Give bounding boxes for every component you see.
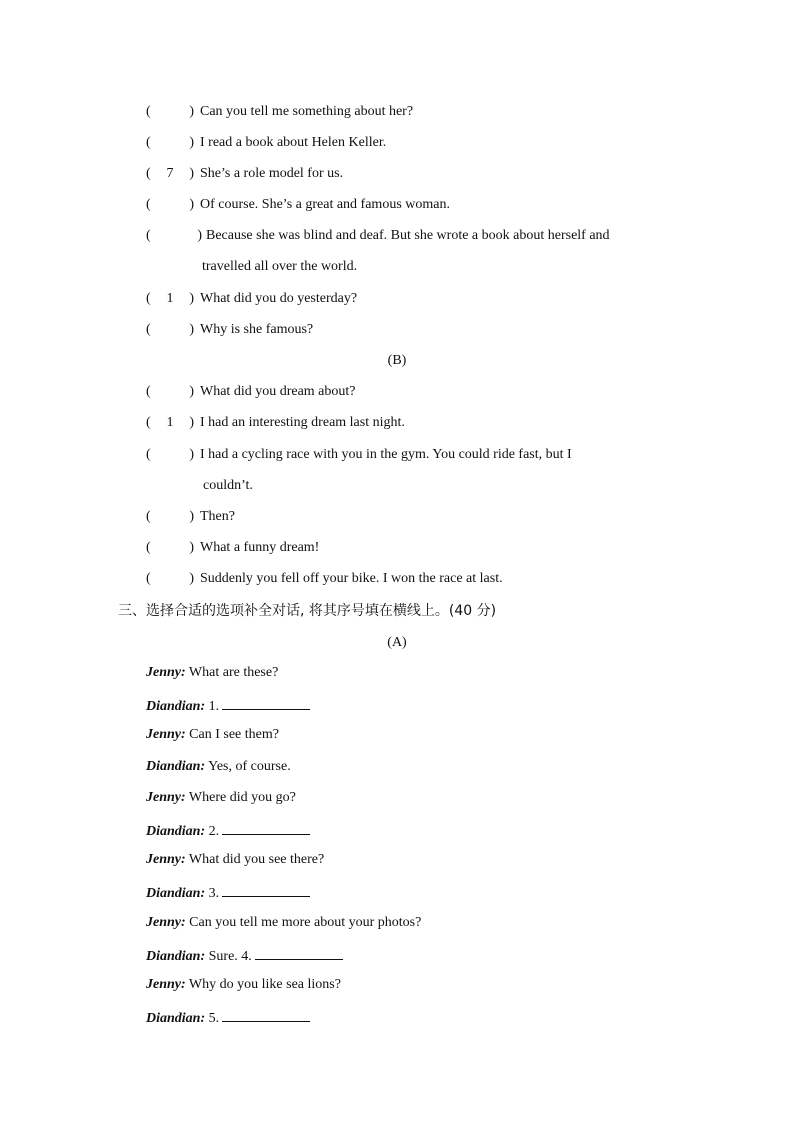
item-text-continuation: travelled all over the world.: [202, 259, 358, 274]
answer-bracket[interactable]: ( ): [146, 322, 194, 337]
dialogue-line: Jenny: What did you see there?: [146, 852, 325, 867]
dialogue-text: Can you tell me more about your photos?: [189, 915, 422, 930]
dialogue-line: Diandian: Sure. 4.: [146, 944, 343, 967]
speaker-name: Diandian: [146, 824, 201, 839]
speaker-name: Jenny: [146, 852, 181, 867]
item-text: She’s a role model for us.: [200, 166, 344, 181]
speaker-name: Diandian: [146, 759, 201, 774]
dialogue-text: 3.: [208, 886, 220, 901]
part3-section-label: (A): [387, 635, 407, 650]
answer-blank[interactable]: [222, 819, 310, 835]
dialogue-text: Why do you like sea lions?: [188, 977, 341, 992]
item-text: I had an interesting dream last night.: [200, 415, 405, 430]
dialogue-line: Diandian: 2.: [146, 819, 310, 842]
speaker-name: Jenny: [146, 977, 181, 992]
dialogue-text: Sure. 4.: [208, 949, 252, 964]
speaker-name: Diandian: [146, 1011, 201, 1026]
item-text: Suddenly you fell off your bike. I won the race at last.: [200, 571, 503, 586]
answer-bracket[interactable]: ( 7 ): [146, 166, 194, 181]
dialogue-line: Jenny: Where did you go?: [146, 790, 296, 805]
dialogue-text: What did you see there?: [188, 852, 325, 867]
item-text: Why is she famous?: [200, 322, 314, 337]
speaker-name: Jenny: [146, 790, 181, 805]
item-text-continuation: couldn’t.: [203, 478, 253, 493]
answer-bracket[interactable]: ( 1 ): [146, 291, 194, 306]
item-text: What a funny dream!: [200, 540, 320, 555]
item-text: I had a cycling race with you in the gym. You could ride fast, but I: [200, 447, 572, 462]
answer-bracket[interactable]: ( ): [146, 228, 202, 243]
dialogue-line: Jenny: Can I see them?: [146, 727, 279, 742]
answer-bracket[interactable]: ( ): [146, 135, 194, 150]
item-text: Can you tell me something about her?: [200, 104, 414, 119]
answer-blank[interactable]: [222, 694, 310, 710]
dialogue-text: Where did you go?: [188, 790, 296, 805]
speaker-name: Diandian: [146, 949, 201, 964]
item-text: Of course. She’s a great and famous woman.: [200, 197, 450, 212]
answer-bracket[interactable]: ( ): [146, 571, 194, 586]
item-text: What did you do yesterday?: [200, 291, 358, 306]
answer-bracket[interactable]: ( ): [146, 104, 194, 119]
dialogue-text: 1.: [208, 699, 220, 714]
dialogue-text: 5.: [208, 1011, 220, 1026]
answer-bracket[interactable]: ( ): [146, 447, 194, 462]
answer-bracket[interactable]: ( ): [146, 197, 194, 212]
dialogue-line: Diandian: 5.: [146, 1006, 310, 1029]
speaker-name: Diandian: [146, 699, 201, 714]
item-text: Because she was blind and deaf. But she wrote a book about herself and: [206, 228, 610, 243]
answer-bracket[interactable]: ( ): [146, 540, 194, 555]
dialogue-line: Diandian: 3.: [146, 881, 310, 904]
part3-heading: 三、选择合适的选项补全对话, 将其序号填在横线上。(40 分): [118, 603, 497, 619]
answer-bracket[interactable]: ( ): [146, 509, 194, 524]
section-b-label: (B): [387, 353, 407, 368]
dialogue-text: 2.: [208, 824, 220, 839]
dialogue-line: Jenny: What are these?: [146, 665, 279, 680]
dialogue-line: Jenny: Can you tell me more about your photos?: [146, 915, 422, 930]
answer-blank[interactable]: [255, 944, 343, 960]
dialogue-text: Yes, of course.: [208, 759, 291, 774]
dialogue-line: Diandian: Yes, of course.: [146, 759, 291, 774]
speaker-name: Jenny: [146, 665, 181, 680]
dialogue-line: Jenny: Why do you like sea lions?: [146, 977, 341, 992]
dialogue-line: Diandian: 1.: [146, 694, 310, 717]
answer-bracket[interactable]: ( 1 ): [146, 415, 194, 430]
speaker-name: Jenny: [146, 727, 181, 742]
item-text: I read a book about Helen Keller.: [200, 135, 387, 150]
answer-blank[interactable]: [222, 1006, 310, 1022]
answer-blank[interactable]: [222, 881, 310, 897]
item-text: Then?: [200, 509, 235, 524]
dialogue-text: Can I see them?: [189, 727, 279, 742]
dialogue-text: What are these?: [188, 665, 279, 680]
speaker-name: Diandian: [146, 886, 201, 901]
answer-bracket[interactable]: ( ): [146, 384, 194, 399]
item-text: What did you dream about?: [200, 384, 356, 399]
speaker-name: Jenny: [146, 915, 181, 930]
